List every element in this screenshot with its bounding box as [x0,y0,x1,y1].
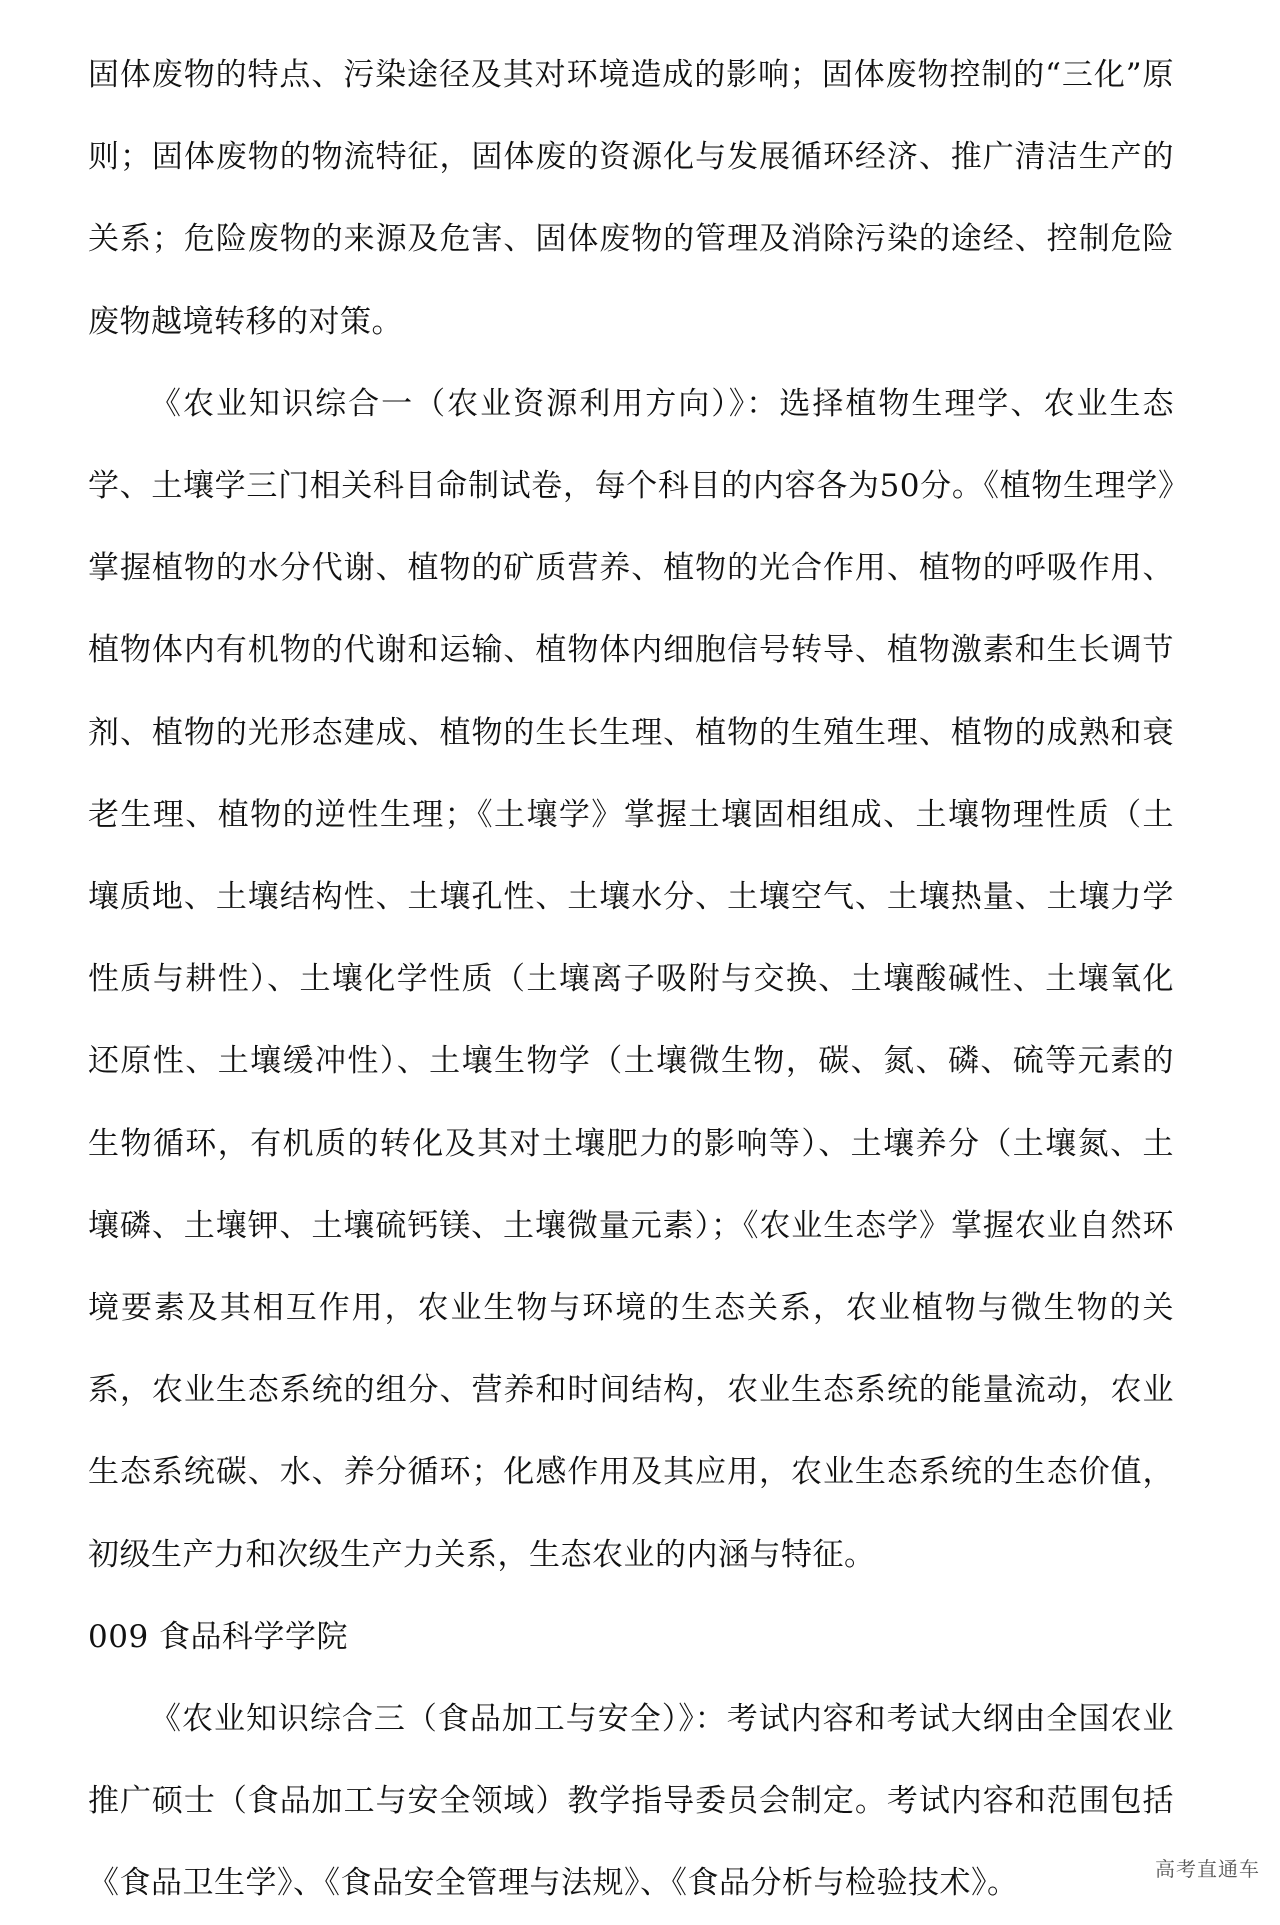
paragraph-solid-waste: 固体废物的特点、污染途径及其对环境造成的影响；固体废物控制的“三化”原则；固体废物的物流特征，固体废的资源化与发展循环经济、推广清洁生产的关系；危险废物的来源及危害、固体废物的管理及消除污染的途经、控制危险废物越境转移的对策。 [88,57,1174,340]
section-heading-food-science: 009 食品科学学院 [88,1618,349,1655]
paragraph-agriculture-resources: 《农业知识综合一（农业资源利用方向）》：选择植物生理学、农业生态学、土壤学三门相关科目命制试卷，每个科目的内容各为50分。《植物生理学》掌握植物的水分代谢、植物的矿质营养、植物的光合作用、植物的呼吸作用、植物体内有机物的代谢和运输、植物体内细胞信号转导、植物激素和生长调节剂、植物的光形态建成、植物的生长生理、植物的生殖生理、植物的成熟和衰老生理、植物的逆性生理；《土壤学》掌握土壤固相组成、土壤物理性质（土壤质地、土壤结构性、土壤孔性、土壤水分、土壤空气、土壤热量、土壤力学性质与耕性）、土壤化学性质（土壤离子吸附与交换、土壤酸碱性、土壤氧化还原性、土壤缓冲性）、土壤生物学（土壤微生物，碳、氮、磷、硫等元素的生物循环，有机质的转化及其对土壤肥力的影响等）、土壤养分（土壤氮、土壤磷、土壤钾、土壤硫钙镁、土壤微量元素）；《农业生态学》掌握农业自然环境要素及其相互作用，农业生物与环境的生态关系，农业植物与微生物的关系，农业生态系统的组分、营养和时间结构，农业生态系统的能量流动，农业生态系统碳、水、养分循环；化感作用及其应用，农业生态系统的生态价值，初级生产力和次级生产力关系，生态农业的内涵与特征。 [88,385,1174,1573]
paragraph-food-processing-safety: 《农业知识综合三（食品加工与安全）》：考试内容和考试大纲由全国农业推广硕士（食品加工与安全领域）教学指导委员会制定。考试内容和范围包括《食品卫生学》、《食品安全管理与法规》、《食品分析与检验技术》。 [88,1701,1174,1902]
text-block [88,34,1174,1925]
watermark-text: 高考直通车 [1155,1857,1260,1881]
